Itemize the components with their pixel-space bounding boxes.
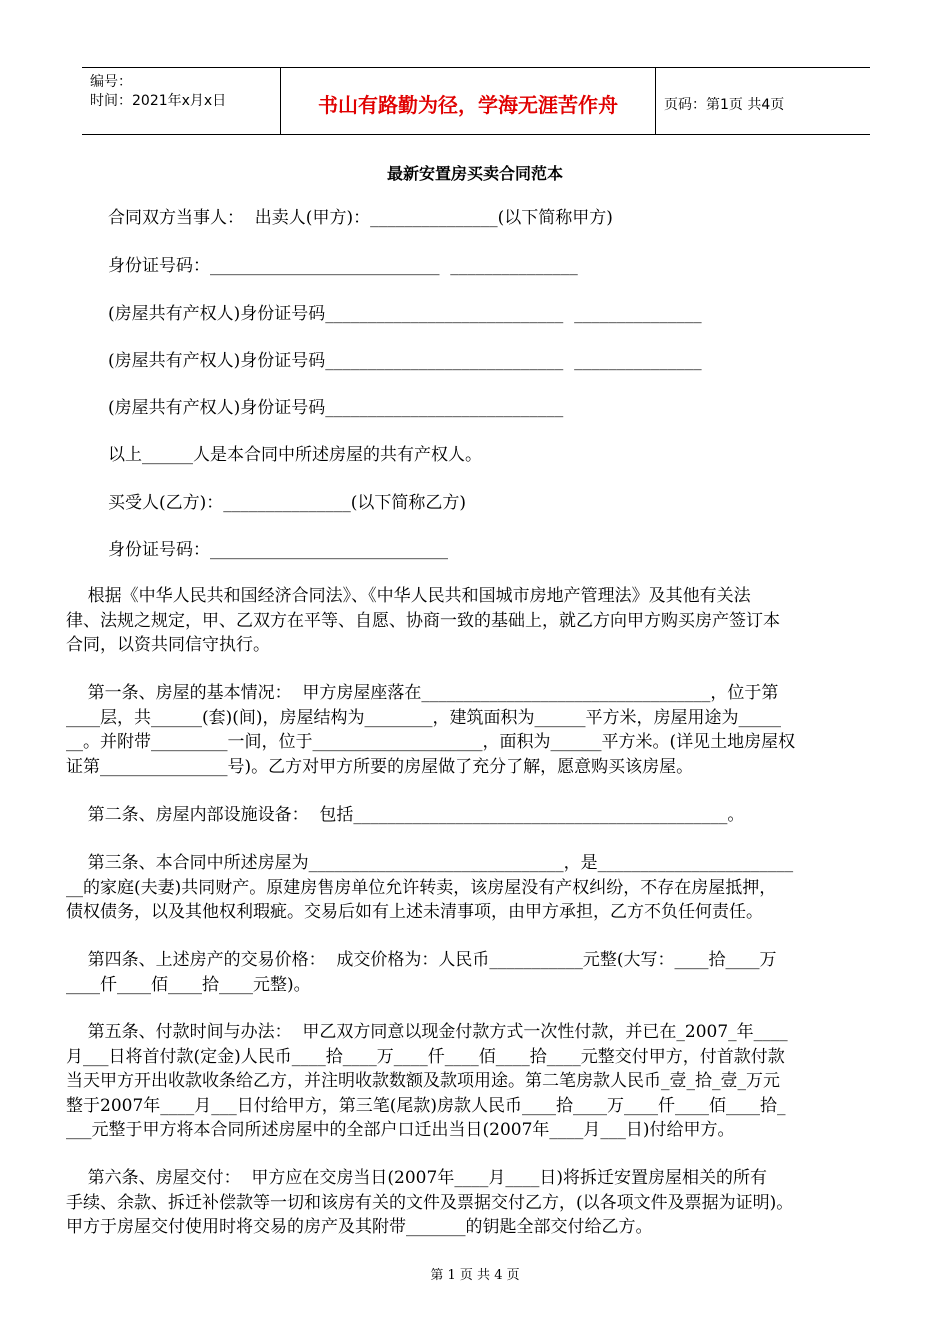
header-divider [280,67,281,135]
article-5-paragraph: 第五条、付款时间与办法： 甲乙双方同意以现金付款方式一次性付款，并已在_2007_年____ 月___日将首付款(定金)人民币____拾____万____仟____佰____拾____元整交付甲方，付首款付款 当天甲方开出收款收条给乙方，并注明收款数额及款项用途。第二笔房款人民币_壹_拾_壹_万元 整于2007年____月___日付给甲方，第三笔(尾款)房款人民币____拾____万____仟____佰____拾_ ___元整于甲方将本合同所述房屋中的全部户口迁出当日(2007年____月___日)付给甲方。 [66,1022,788,1140]
header-bottom-rule [82,134,870,135]
header-top-rule [82,67,870,68]
party-b-line: 买受人(乙方)：_______________(以下简称乙方) [108,493,467,513]
document-title: 最新安置房买卖合同范本 [386,164,563,183]
header-page-number: 页码：第1页 共4页 [664,97,785,113]
doc-date-label: 时间：2021年x月x日 [90,93,227,109]
article-3-paragraph: 第三条、本合同中所述房屋为______________________________，是_______________________ __的家庭(夫妻)共同财产。原建房售房单位允许转卖，该房屋没有产权纠纷，不存在房屋抵押， 债权债务，以及其他权利瑕疵。交易后如有上述未清事项，由甲方承担，乙方不负任何责任。 [66,853,794,922]
article-2-paragraph: 第二条、房屋内部设施设备： 包括____________________________________________。 [66,805,745,825]
party-a-line: 合同双方当事人： 出卖人(甲方)：_______________(以下简称甲方) [108,208,613,228]
party-a-id-line: 身份证号码：___________________________ _______________ [108,256,578,276]
header-divider [655,67,656,135]
article-1-paragraph: 第一条、房屋的基本情况： 甲方房屋座落在__________________________________，位于第 ____层，共______(套)(间)，房屋结构为________，建筑面积为______平方米，房屋用途为_____ __。并附带_________一间，位于____________________，面积为______平方米。(详见土地房屋权 证第_______________号)。乙方对甲方所要的房屋做了充分了解，愿意购买该房屋。 [66,683,796,777]
header-table [82,67,870,135]
page-footer: 第 1 页 共 4 页 [430,1268,520,1283]
doc-number-label: 编号： [90,74,132,90]
preamble-paragraph: 根据《中华人民共和国经济合同法》、《中华人民共和国城市房地产管理法》及其他有关法 律、法规之规定，甲、乙双方在平等、自愿、协商一致的基础上，就乙方向甲方购买房产签订本 合同，以资共同信守执行。 [66,586,780,655]
header-motto: 书山有路勤为径，学海无涯苦作舟 [318,93,618,117]
article-6-paragraph: 第六条、房屋交付： 甲方应在交房当日(2007年____月____日)将拆迁安置房屋相关的所有 手续、余款、拆迁补偿款等一切和该房有关的文件及票据交付乙方，(以各项文件及票据为证明)。 甲方于房屋交付使用时将交易的房产及其附带_______的钥匙全部交付给乙方。 [66,1168,794,1237]
header-meta [90,73,226,111]
party-b-id-line: 身份证号码：____________________________ [108,540,448,560]
co-owner-id-line: (房屋共有产权人)身份证号码____________________________ _______________ [108,351,702,371]
co-owner-id-line: (房屋共有产权人)身份证号码____________________________ [108,398,564,418]
co-owner-id-line: (房屋共有产权人)身份证号码____________________________ _______________ [108,304,702,324]
article-4-paragraph: 第四条、上述房产的交易价格： 成交价格为：人民币___________元整(大写：____拾____万 ____仟____佰____拾____元整)。 [66,950,777,995]
co-owner-count-line: 以上______人是本合同中所述房屋的共有产权人。 [108,445,482,465]
